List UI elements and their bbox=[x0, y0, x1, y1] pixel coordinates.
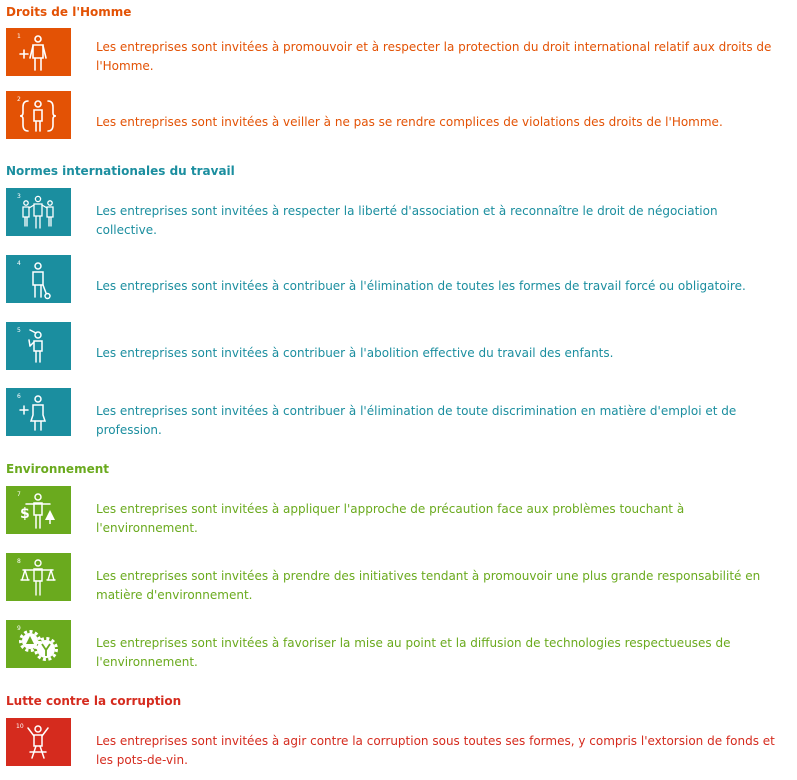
child-icon bbox=[6, 322, 71, 370]
principle-text: Les entreprises sont invitées à appliquer l'approche de précaution face aux problèmes touchant à l'environnement. bbox=[96, 502, 685, 535]
principle-text: Les entreprises sont invitées à contribuer à l'élimination de toutes les formes de travail forcé ou obligatoire. bbox=[96, 279, 746, 293]
person-plus-icon bbox=[6, 28, 71, 76]
person-dollar-tree-icon bbox=[6, 486, 71, 534]
svg-text:$: $ bbox=[20, 506, 30, 522]
person-chain-icon bbox=[6, 255, 71, 303]
section-title-corruption: Lutte contre la corruption bbox=[6, 694, 182, 708]
principle-number: 4 bbox=[17, 260, 21, 267]
person-scales-icon bbox=[6, 553, 71, 601]
section-title-environment: Environnement bbox=[6, 462, 109, 476]
principle-text: Les entreprises sont invitées à favoriser la mise au point et la diffusion de technologies respectueuses de l'environnement. bbox=[96, 636, 731, 669]
principle-number: 9 bbox=[17, 625, 21, 632]
principle-text: Les entreprises sont invitées à contribuer à l'abolition effective du travail des enfants. bbox=[96, 346, 614, 360]
principle-text: Les entreprises sont invitées à prendre des initiatives tendant à promouvoir une plus grande responsabilité en matière d'environnement. bbox=[96, 569, 761, 602]
principle-text: Les entreprises sont invitées à promouvoir et à respecter la protection du droit international relatif aux droits de l'Homme. bbox=[96, 40, 772, 73]
principle-number: 8 bbox=[17, 558, 21, 565]
principle-number: 5 bbox=[17, 327, 21, 334]
gears-tree-icon bbox=[6, 620, 71, 668]
section-title-human-rights: Droits de l'Homme bbox=[6, 5, 132, 19]
principle-number: 7 bbox=[17, 491, 21, 498]
person-bound-icon bbox=[6, 718, 71, 766]
principle-number: 1 bbox=[17, 33, 21, 40]
principle-number: 2 bbox=[17, 96, 21, 103]
principle-text: Les entreprises sont invitées à veiller à ne pas se rendre complices de violations des droits de l'Homme. bbox=[96, 115, 723, 129]
principle-text: Les entreprises sont invitées à respecter la liberté d'association et à reconnaître le droit de négociation collective. bbox=[96, 204, 718, 237]
principle-number: 6 bbox=[17, 393, 21, 400]
person-braces-icon bbox=[6, 91, 71, 139]
people-group-icon bbox=[6, 188, 71, 236]
person-equal-icon bbox=[6, 388, 71, 436]
principle-number: 10 bbox=[16, 723, 24, 730]
section-title-labour: Normes internationales du travail bbox=[6, 164, 235, 178]
principle-text: Les entreprises sont invitées à contribuer à l'élimination de toute discrimination en matière d'emploi et de profession. bbox=[96, 404, 737, 437]
principle-text: Les entreprises sont invitées à agir contre la corruption sous toutes ses formes, y compris l'extorsion de fonds et les pots-de-vin. bbox=[96, 734, 775, 767]
principle-number: 3 bbox=[17, 193, 21, 200]
